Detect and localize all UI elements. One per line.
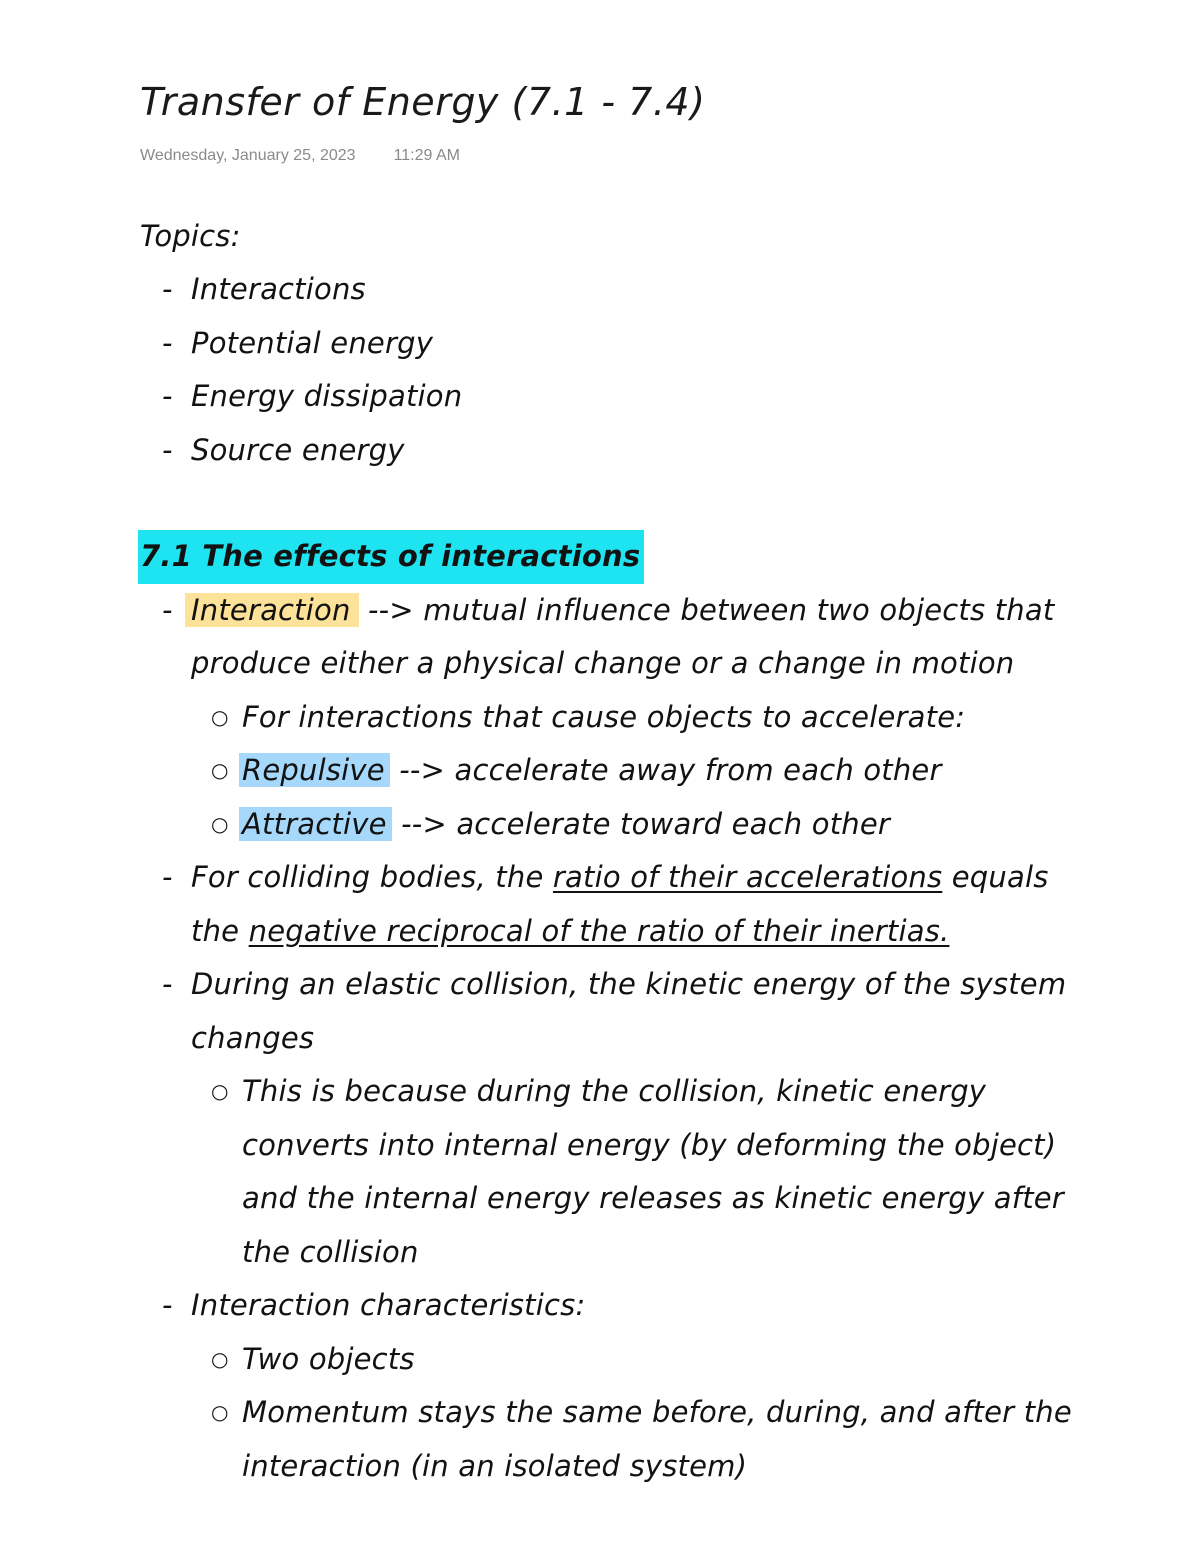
circle-bullet: ○ <box>211 758 229 782</box>
text-run: equals <box>942 860 1049 894</box>
note-text: converts into internal energy (by deforming the object) <box>242 1128 1057 1162</box>
note-text: This is because during the collision, kinetic energy <box>242 1074 987 1108</box>
note-text: and the internal energy releases as kinetic energy after <box>242 1181 1064 1215</box>
underlined-text: negative reciprocal of the ratio of their inertias. <box>248 914 950 948</box>
topic-label: Source energy <box>191 433 405 467</box>
dash-bullet: - <box>162 967 173 1001</box>
dash-bullet: - <box>162 593 173 627</box>
dash-bullet: - <box>162 1288 173 1322</box>
circle-bullet: ○ <box>211 1079 229 1103</box>
underlined-text: ratio of their accelerations <box>552 860 943 894</box>
note-text: Momentum stays the same before, during, and after the <box>242 1395 1072 1429</box>
note-text: changes <box>191 1021 315 1055</box>
dash-bullet: - <box>162 433 173 467</box>
term-definition: --> accelerate toward each other <box>391 807 891 841</box>
page-date: Wednesday, January 25, 2023 <box>140 147 356 164</box>
note-text <box>191 584 1054 638</box>
page-timestamp <box>140 147 460 165</box>
note-text <box>242 798 890 852</box>
note-text <box>191 905 949 959</box>
term-attractive: Attractive <box>239 807 392 841</box>
topic-label: Interactions <box>191 272 366 306</box>
text-run: For colliding bodies, the <box>191 860 553 894</box>
text-run: the <box>191 914 249 948</box>
section-heading: 7.1 The effects of interactions <box>138 530 644 584</box>
note-text: During an elastic collision, the kinetic energy of the system <box>191 967 1067 1001</box>
circle-bullet: ○ <box>211 705 229 729</box>
note-text <box>242 744 942 798</box>
topics-heading: Topics: <box>140 219 241 253</box>
circle-bullet: ○ <box>211 812 229 836</box>
circle-bullet: ○ <box>211 1400 229 1424</box>
dash-bullet: - <box>162 272 173 306</box>
page-title: Transfer of Energy (7.1 - 7.4) <box>140 80 706 124</box>
note-text: Interaction characteristics: <box>191 1288 586 1322</box>
term-definition: --> accelerate away from each other <box>389 753 942 787</box>
term-repulsive: Repulsive <box>239 753 390 787</box>
note-text: Two objects <box>242 1342 415 1376</box>
dash-bullet: - <box>162 379 173 413</box>
note-text <box>191 851 1049 905</box>
topic-label: Potential energy <box>191 326 434 360</box>
page-time: 11:29 AM <box>393 147 460 164</box>
topic-label: Energy dissipation <box>191 379 463 413</box>
note-text: produce either a physical change or a change in motion <box>191 646 1015 680</box>
dash-bullet: - <box>162 326 173 360</box>
dash-bullet: - <box>162 860 173 894</box>
term-definition: --> mutual influence between two objects that <box>358 593 1055 627</box>
note-text: For interactions that cause objects to accelerate: <box>242 700 966 734</box>
circle-bullet: ○ <box>211 1347 229 1371</box>
term-interaction: Interaction <box>185 593 359 627</box>
note-text: interaction (in an isolated system) <box>242 1449 748 1483</box>
note-text: the collision <box>242 1235 419 1269</box>
